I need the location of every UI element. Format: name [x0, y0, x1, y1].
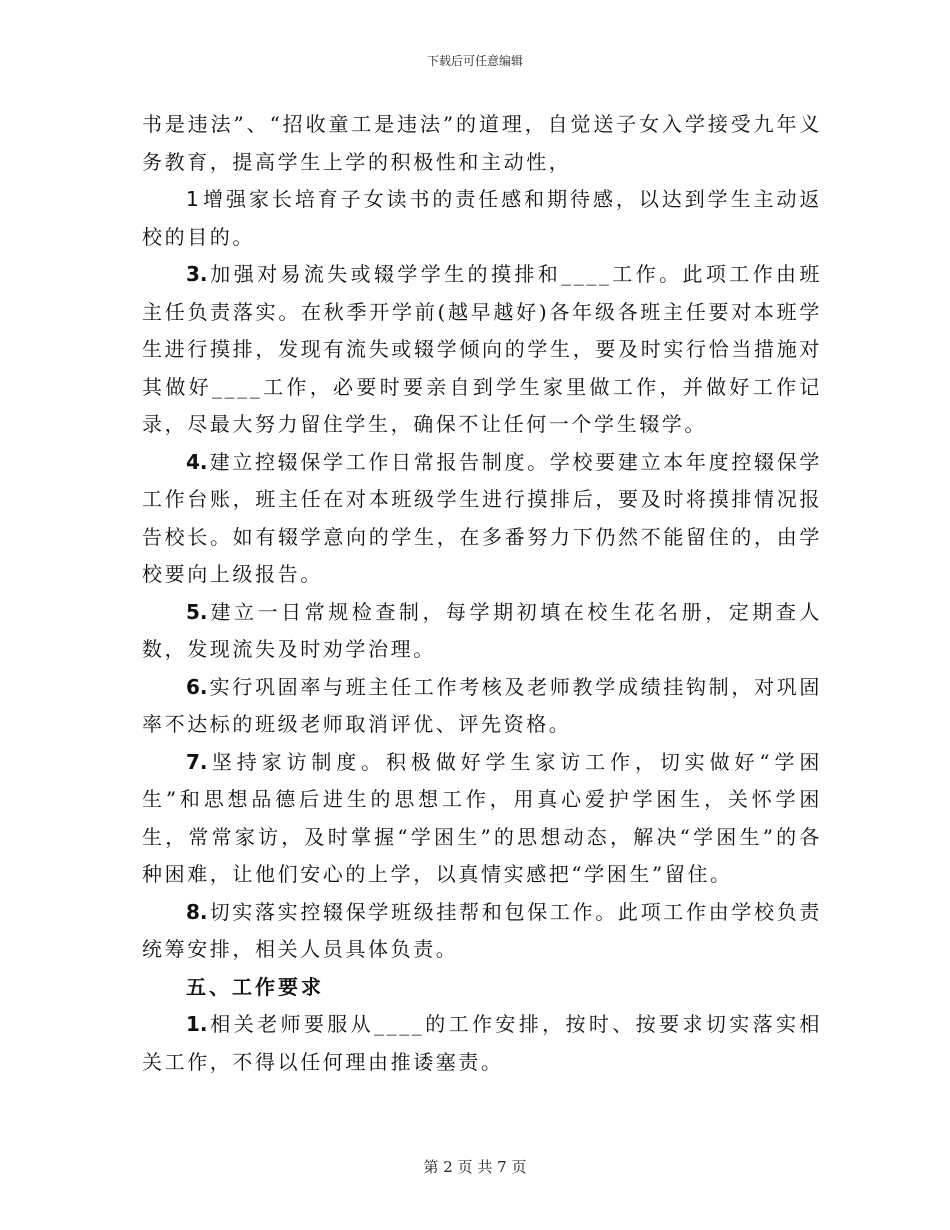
paragraph-item-4 [142, 444, 822, 594]
page-footer: 第 2 页 共 7 页 [423, 1158, 527, 1176]
paragraph-text: 坚持家访制度。积极做好学生家访工作，切实做好“学困生”和思想品德后进生的思想工作，用真心爱护学困生，关怀学困生，常常家访，及时掌握“学困生”的思想动态，解决“学困生”的各种困难，让他们安心的上学，以真情实感把“学困生”留住。 [142, 749, 822, 886]
page-header: 下载后可任意编辑 [426, 54, 523, 68]
item-number: 3. [186, 262, 208, 286]
document-body [142, 106, 822, 1081]
paragraph-text: 加强对易流失或辍学学生的摸排和____工作。此项工作由班主任负责落实。在秋季开学前(越早越好)各年级各班主任要对本班学生进行摸排，发现有流失或辍学倾向的学生，要及时实行恰当措施对其做好____工作，必要时要亲自到学生家里做工作，并做好工作记录，尽最大努力留住学生，确保不让任何一个学生辍学。 [142, 262, 822, 436]
item-number: 7. [186, 749, 208, 774]
paragraph-text: 书是违法”、“招收童工是违法”的道理，自觉送子女入学接受九年义务教育，提高学生上学的积极性和主动性， [142, 112, 822, 174]
paragraph-text: 相关老师要服从____的工作安排，按时、按要求切实落实相关工作，不得以任何理由推诿塞责。 [142, 1012, 822, 1074]
paragraph-item-3 [142, 256, 822, 444]
section-heading-paragraph [142, 969, 822, 1007]
item-number: 1 [186, 187, 199, 211]
paragraph-text: 建立控辍保学工作日常报告制度。学校要建立本年度控辍保学工作台账，班主任在对本班级学生进行摸排后，要及时将摸排情况报告校长。如有辍学意向的学生，在多番努力下仍然不能留住的，由学校要向上级报告。 [142, 449, 822, 586]
paragraph-item-5 [142, 594, 822, 669]
item-number: 6. [186, 674, 208, 699]
paragraph-item-1 [142, 181, 822, 256]
item-number: 5. [186, 599, 208, 624]
paragraph-item-6 [142, 669, 822, 744]
item-number: 4. [186, 449, 208, 474]
paragraph-text: 实行巩固率与班主任工作考核及老师教学成绩挂钩制，对巩固率不达标的班级老师取消评优、评先资格。 [142, 674, 822, 736]
paragraph-text: 建立一日常规检查制，每学期初填在校生花名册，定期查人数，发现流失及时劝学治理。 [142, 599, 822, 661]
item-number: 1. [186, 1012, 208, 1036]
paragraph-text: 切实落实控辍保学班级挂帮和包保工作。此项工作由学校负责统筹安排，相关人员具体负责。 [142, 899, 822, 961]
paragraph-text: 增强家长培育子女读书的责任感和期待感，以达到学生主动返校的目的。 [142, 187, 822, 249]
section-heading: 五、工作要求 [186, 974, 324, 999]
paragraph-item-7 [142, 744, 822, 894]
item-number: 8. [186, 899, 208, 924]
paragraph-requirement-1 [142, 1006, 822, 1081]
paragraph-continuation [142, 106, 822, 181]
paragraph-item-8 [142, 894, 822, 969]
